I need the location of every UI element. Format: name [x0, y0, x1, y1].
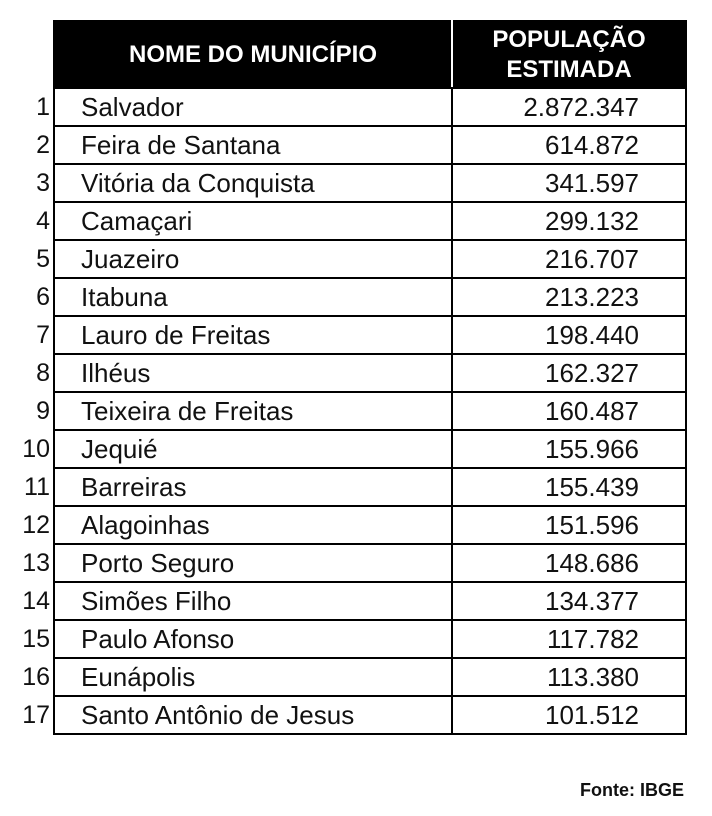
population-value: 614.872 — [452, 126, 686, 164]
row-rank: 13 — [18, 544, 54, 582]
municipality-name: Salvador — [54, 88, 452, 126]
row-rank: 1 — [18, 88, 54, 126]
municipality-name: Porto Seguro — [54, 544, 452, 582]
population-value: 113.380 — [452, 658, 686, 696]
row-rank: 7 — [18, 316, 54, 354]
table-row — [18, 240, 686, 278]
population-value: 2.872.347 — [452, 88, 686, 126]
population-table — [18, 20, 687, 735]
municipality-name: Lauro de Freitas — [54, 316, 452, 354]
table-row — [18, 278, 686, 316]
municipality-name: Teixeira de Freitas — [54, 392, 452, 430]
row-rank: 16 — [18, 658, 54, 696]
table-row — [18, 544, 686, 582]
row-rank: 5 — [18, 240, 54, 278]
table-row — [18, 354, 686, 392]
population-value: 213.223 — [452, 278, 686, 316]
municipality-name: Alagoinhas — [54, 506, 452, 544]
table-row — [18, 506, 686, 544]
population-value: 216.707 — [452, 240, 686, 278]
table-body — [18, 88, 686, 734]
row-rank: 10 — [18, 430, 54, 468]
row-rank: 15 — [18, 620, 54, 658]
table-row — [18, 392, 686, 430]
municipality-name: Barreiras — [54, 468, 452, 506]
table-header-row — [18, 21, 686, 88]
municipality-name: Simões Filho — [54, 582, 452, 620]
population-value: 341.597 — [452, 164, 686, 202]
table-row — [18, 316, 686, 354]
population-header-line2: ESTIMADA — [506, 55, 632, 83]
row-rank: 3 — [18, 164, 54, 202]
table-row — [18, 658, 686, 696]
municipality-name: Itabuna — [54, 278, 452, 316]
row-rank: 4 — [18, 202, 54, 240]
population-value: 148.686 — [452, 544, 686, 582]
municipality-name: Eunápolis — [54, 658, 452, 696]
table-row — [18, 164, 686, 202]
municipality-name: Ilhéus — [54, 354, 452, 392]
population-value: 160.487 — [452, 392, 686, 430]
table-row — [18, 126, 686, 164]
row-rank: 12 — [18, 506, 54, 544]
population-value: 117.782 — [452, 620, 686, 658]
row-rank: 14 — [18, 582, 54, 620]
population-value: 198.440 — [452, 316, 686, 354]
row-rank: 11 — [18, 468, 54, 506]
municipality-name: Jequié — [54, 430, 452, 468]
row-rank: 9 — [18, 392, 54, 430]
population-value: 151.596 — [452, 506, 686, 544]
municipality-name: Camaçari — [54, 202, 452, 240]
table-row — [18, 620, 686, 658]
population-column-header — [452, 21, 686, 88]
municipality-name: Feira de Santana — [54, 126, 452, 164]
row-rank: 2 — [18, 126, 54, 164]
population-value: 162.327 — [452, 354, 686, 392]
row-rank: 6 — [18, 278, 54, 316]
municipality-column-header — [54, 21, 452, 88]
source-note: Fonte: IBGE — [580, 780, 684, 800]
municipality-name: Juazeiro — [54, 240, 452, 278]
population-value: 155.439 — [452, 468, 686, 506]
population-value: 101.512 — [452, 696, 686, 734]
rank-column-header — [18, 21, 54, 88]
table-row — [18, 468, 686, 506]
population-value: 155.966 — [452, 430, 686, 468]
table-row — [18, 582, 686, 620]
table-row — [18, 696, 686, 734]
municipality-name: Vitória da Conquista — [54, 164, 452, 202]
table-row — [18, 202, 686, 240]
population-value: 299.132 — [452, 202, 686, 240]
row-rank: 8 — [18, 354, 54, 392]
population-value: 134.377 — [452, 582, 686, 620]
table-row — [18, 88, 686, 126]
row-rank: 17 — [18, 696, 54, 734]
municipality-name: Paulo Afonso — [54, 620, 452, 658]
municipality-name: Santo Antônio de Jesus — [54, 696, 452, 734]
population-header-line1: POPULAÇÃO — [492, 25, 646, 53]
municipality-header-label: NOME DO MUNICÍPIO — [128, 40, 377, 68]
table-row — [18, 430, 686, 468]
